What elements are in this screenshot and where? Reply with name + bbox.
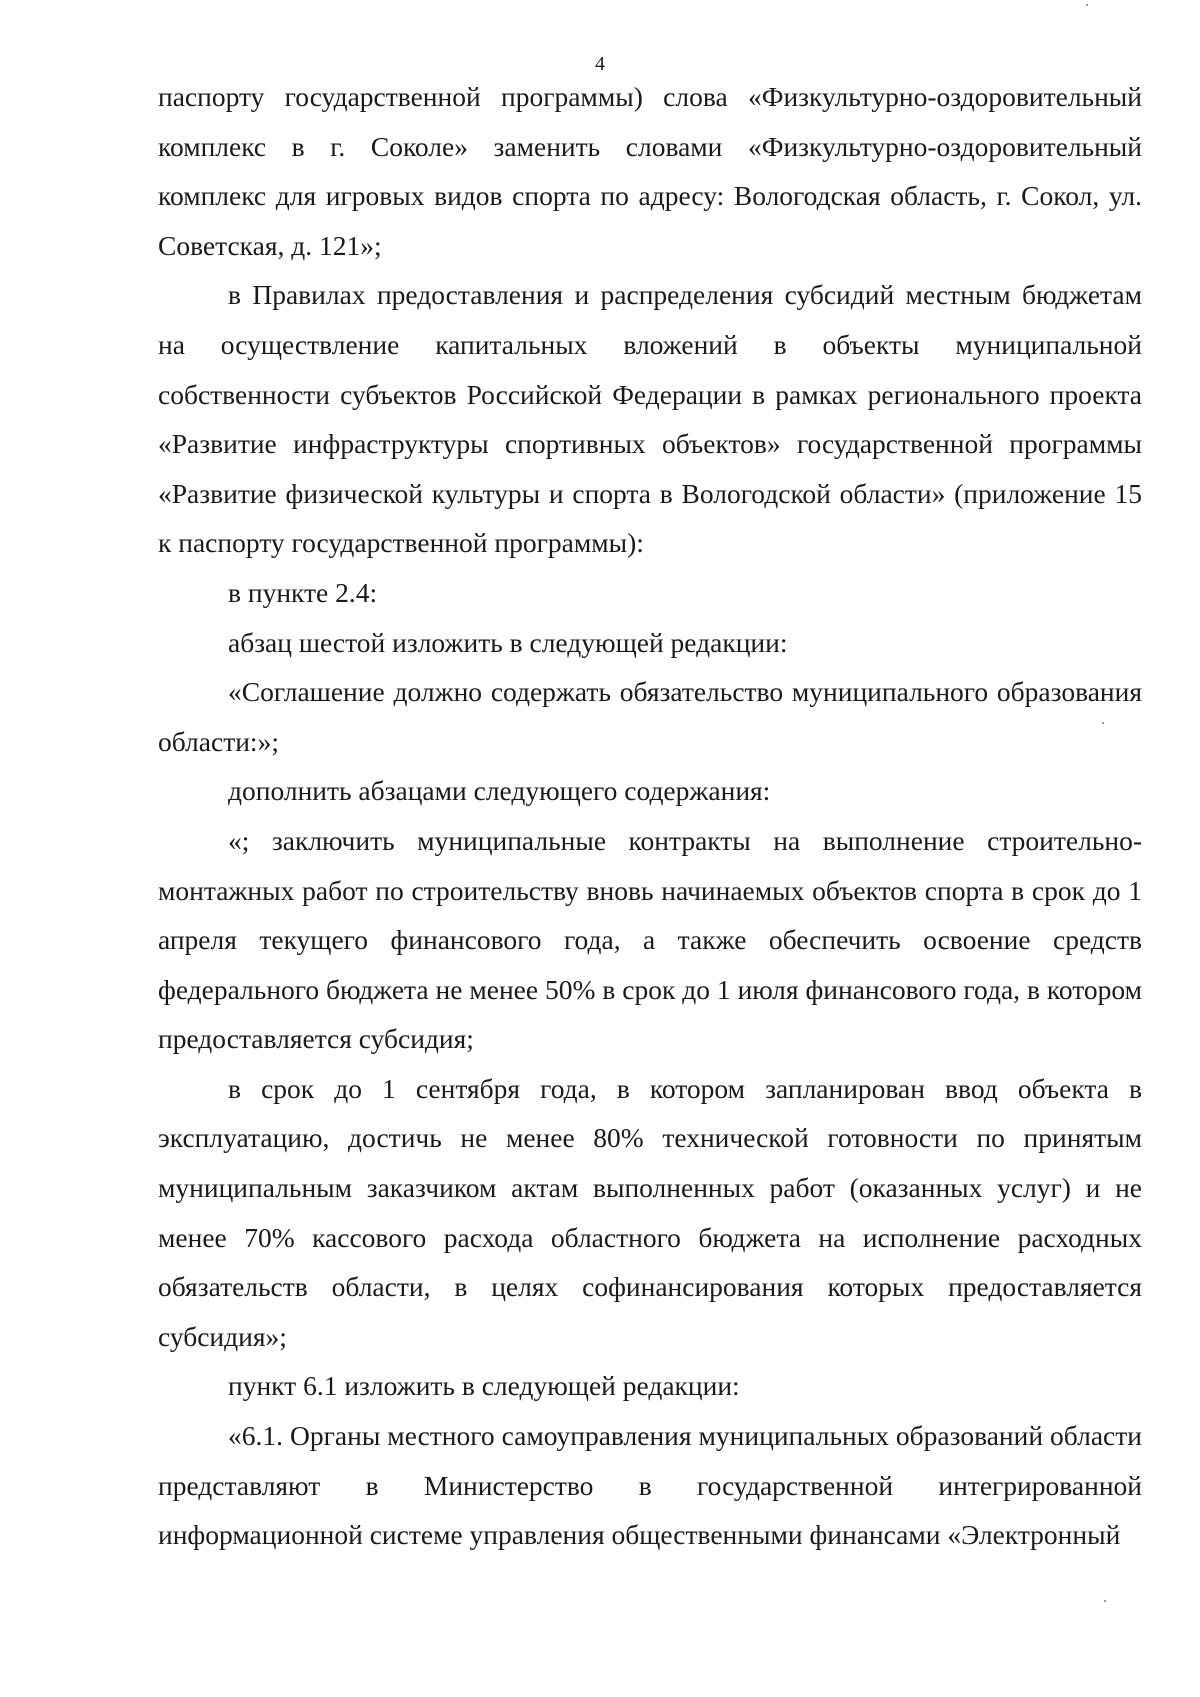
paragraph-add-abzacs: дополнить абзацами следующего содержания: [228, 775, 771, 807]
paragraph-continuation: паспорту государственной программы) слова «Физкультурно-оздоровительный комплекс в г. Соколе» заменить словами «Физкультурно-оздоровительный комплекс для игровых видов спорта по адресу: Вологодская область, г. Сокол, ул. Советская, д. 121»; [158, 81, 1142, 261]
paragraph-agreement-obligation: «Соглашение должно содержать обязательство муниципального образования области:»; [158, 676, 1142, 757]
paragraph-contracts: «; заключить муниципальные контракты на выполнение строительно-монтажных работ по строительству вновь начинаемых объектов спорта в срок до 1 апреля текущего финансового года, а также обеспечить освоение средств федерального бюджета не менее 50% в срок до 1 июля финансового года, в котором предоставляется субсидия; [158, 824, 1142, 1055]
paragraph-clause-6-1: пункт 6.1 изложить в следующей редакции: [228, 1370, 740, 1402]
paragraph-local-government: «6.1. Органы местного самоуправления муниципальных образований области представляют в Министерство в государственной интегрированной информационной системе управления общественными финансами «Электронный [158, 1420, 1142, 1551]
paragraph-clause-2-4: в пункте 2.4: [228, 576, 378, 608]
paragraph-rules-amendment: в Правилах предоставления и распределения субсидий местным бюджетам на осуществление капитальных вложений в объекты муниципальной собственности субъектов Российской Федерации в рамках регионального проекта «Развитие инфраструктуры спортивных объектов» государственной программы «Развитие физической культуры и спорта в Вологодской области» (приложение 15 к паспорту государственной программы): [158, 279, 1142, 559]
scan-speck [1086, 4, 1088, 6]
scan-speck [1102, 722, 1104, 724]
document-body [158, 72, 1142, 1560]
paragraph-september-deadline: в срок до 1 сентября года, в котором запланирован ввод объекта в эксплуатацию, достичь не менее 80% технической готовности по принятым муниципальным заказчиком актам выполненных работ (оказанных услуг) и не менее 70% кассового расхода областного бюджета на исполнение расходных обязательств области, в целях софинансирования которых предоставляется субсидия»; [158, 1072, 1142, 1352]
page-number: 4 [595, 53, 605, 75]
scan-speck [1104, 1600, 1106, 1602]
paragraph-sixth-abzac: абзац шестой изложить в следующей редакции: [228, 626, 788, 658]
